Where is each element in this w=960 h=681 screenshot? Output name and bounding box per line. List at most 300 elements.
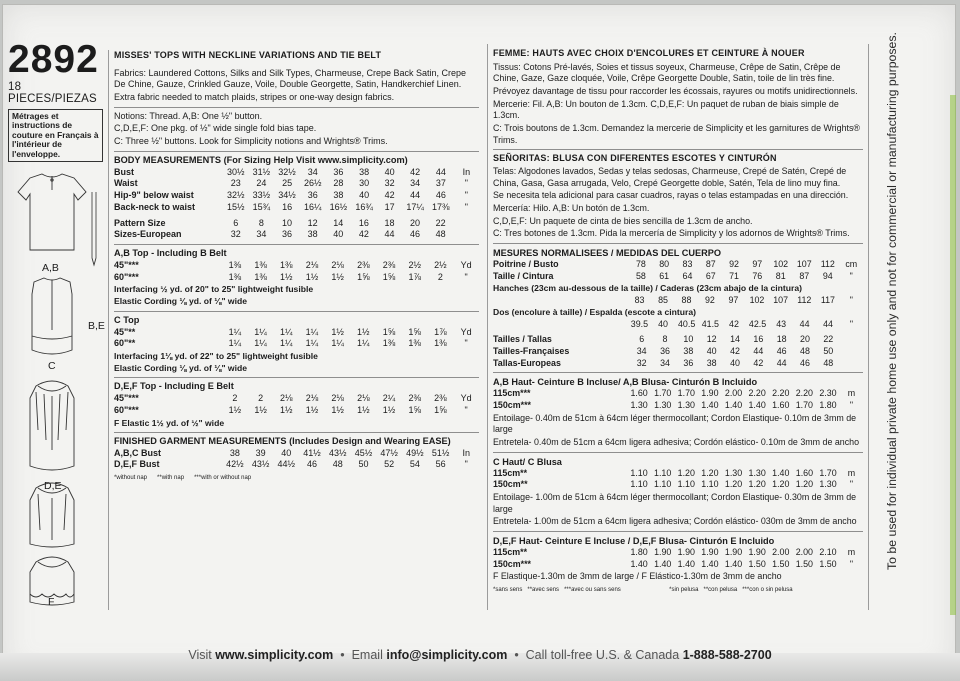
- cell-value: 1½: [382, 404, 396, 415]
- pieces-count: 18 PIECES/PIEZAS: [8, 81, 97, 105]
- c-yardage-table: [114, 327, 479, 350]
- divider: [114, 151, 479, 152]
- french-heading: FEMME: HAUTS AVEC CHOIX D'ENCOLURES ET CEINTURE À NOUER: [493, 48, 805, 58]
- cell-value: 2⅜: [357, 259, 370, 270]
- cell-value: 52: [384, 459, 395, 470]
- fabrics-text: Fabrics: Laundered Cottons, Silks and Silk Types, Charmeuse, Crepe Back Satin, Crepe De Chine, Gauze, Crinkled Gauze, Voile, Double Georgette, Satin, Handkerchief Linen.: [114, 67, 467, 90]
- french-footnotes: [493, 587, 863, 595]
- cell-value: 1.10: [654, 479, 672, 490]
- cell-value: 92: [729, 259, 739, 270]
- cell-value: 1.40: [654, 558, 672, 569]
- unit-cell: Yd: [460, 259, 472, 270]
- unit-cell: [453, 229, 479, 241]
- cell-value: 2.20: [772, 388, 790, 399]
- cell-value: 1.90: [701, 388, 719, 399]
- row-label: 45"**: [114, 326, 136, 337]
- cell-value: 2½: [434, 259, 447, 270]
- cell-value: 1½: [254, 404, 267, 415]
- unit-cell: ": [849, 558, 853, 569]
- unit-cell: Yd: [460, 393, 472, 404]
- cell-value: 107: [773, 294, 789, 305]
- row-label: [493, 319, 628, 331]
- cell-value: 41½: [303, 447, 321, 458]
- unit-cell: ": [849, 270, 853, 281]
- cell-value: 1¼: [279, 338, 293, 349]
- cell-value: 16: [282, 201, 293, 212]
- cell-value: 80: [659, 259, 670, 270]
- cell-value: 2⅜: [408, 393, 421, 404]
- cell-value: 49½: [406, 447, 424, 458]
- fr-c-note-1: Entoilage- 1.00m de 51cm à 64cm léger thermocollant; Cordon Elastique- 0.30m de 3mm de large: [493, 491, 857, 514]
- cell-value: 34: [256, 229, 267, 240]
- merceria-line-3: C: Tres botones de 1.3cm. Pida la mercería de Simplicity y los adornos de Wrights® Trims.: [493, 228, 850, 239]
- cell-value: 1⅜: [280, 259, 293, 270]
- row-label: 115cm**: [493, 546, 528, 557]
- cell-value: 2⅛: [305, 393, 319, 404]
- garment-sketches-svg: [8, 170, 108, 610]
- cell-value: 48: [435, 229, 446, 240]
- row-label: 150cm***: [493, 399, 531, 410]
- cell-value: 42: [729, 318, 739, 329]
- cell-value: 1½: [357, 404, 370, 415]
- def-top-heading: D,E,F Top - Including E Belt: [114, 381, 234, 392]
- table-row: [493, 358, 863, 370]
- cell-value: 44: [753, 345, 764, 356]
- cell-value: 1.30: [654, 399, 672, 410]
- unit-cell: m: [847, 388, 856, 399]
- cell-value: 1.50: [748, 558, 766, 569]
- row-label: 115cm**: [493, 467, 528, 478]
- view-label-c: C: [48, 360, 56, 372]
- row-label: Tailles / Tallas: [493, 334, 552, 345]
- cell-value: 22: [435, 217, 446, 228]
- unit-cell: ": [464, 459, 468, 470]
- mercerie-line-2: C: Trois boutons de 1.3cm. Demandez la mercerie de Simplicity et les garnitures de Wrights® Trims.: [493, 123, 860, 145]
- necesita-text: Se necesita tela adicional para casar cuadros, rayas o telas estampadas en una dirección.: [493, 190, 849, 201]
- unit-cell: [840, 334, 863, 346]
- table-row: [493, 559, 863, 571]
- unit-cell: ": [849, 294, 853, 305]
- mesures-heading: MESURES NORMALISEES / MEDIDAS DEL CUERPO: [493, 248, 722, 259]
- notions-line-1: Notions: Thread. A,B: One ½" button.: [114, 110, 263, 121]
- row-label: Bust: [114, 166, 134, 177]
- divider: [114, 311, 479, 312]
- cell-value: 38: [359, 166, 370, 177]
- cell-value: 1¼: [305, 326, 319, 337]
- cell-value: 23: [230, 178, 241, 189]
- cell-value: 1.10: [701, 479, 719, 490]
- cell-value: 1½: [357, 326, 370, 337]
- telas-text: Telas: Algodones lavados, Sedas y telas sedosas, Charmeuse, Crepé de Satén, Crepé de China, Gasa, Gasa arrugada, Velo, Crepé Georgette doble, Satén, Tela de lino muy fina.: [493, 166, 847, 188]
- cell-value: 38: [706, 357, 717, 368]
- cell-value: 1.40: [724, 399, 743, 410]
- cell-value: 58: [635, 270, 646, 281]
- english-column: [114, 50, 479, 483]
- table-row: [114, 272, 479, 284]
- cell-value: 45½: [354, 447, 373, 458]
- cell-value: 2½: [408, 259, 421, 270]
- cell-value: 1⅝: [357, 271, 370, 282]
- cell-value: 1.40: [630, 558, 648, 569]
- cell-value: 1⅝: [408, 326, 421, 337]
- column-divider-middle: [487, 44, 488, 610]
- unit-cell: [840, 358, 863, 370]
- cell-value: 40: [706, 345, 717, 356]
- ab-yardage-table: [114, 260, 479, 283]
- unit-cell: ": [849, 399, 853, 410]
- row-label: A,B,C Bust: [114, 447, 161, 458]
- footnote: ***con o sin pelusa: [742, 586, 793, 593]
- cell-value: 34: [307, 166, 318, 177]
- cell-value: 1½: [331, 271, 344, 282]
- c-interfacing-note: Interfacing 1⅛ yd. of 22" to 25" lightweight fusible: [114, 350, 318, 361]
- pattern-number: 2892: [8, 38, 99, 81]
- divider: [114, 107, 479, 108]
- row-label: 60"***: [114, 404, 139, 415]
- cell-value: 1.90: [677, 546, 695, 557]
- unit-cell: ": [849, 479, 853, 490]
- french-spanish-column: [493, 48, 863, 595]
- fr-ab-note-1: Entoilage- 0.40m de 51cm à 64cm léger thermocollant; Cordon Elastique- 0.10m de 3mm de large: [493, 412, 857, 435]
- cell-value: 1.30: [677, 399, 695, 410]
- view-label-f: F: [48, 596, 55, 608]
- cell-value: 42: [753, 357, 764, 368]
- bullet-icon: •: [510, 648, 523, 662]
- cell-value: 54: [409, 459, 420, 470]
- cell-value: 40.5: [677, 318, 696, 329]
- cell-value: 83: [682, 259, 693, 270]
- row-label: 115cm***: [493, 388, 531, 399]
- cell-value: 1⅞: [408, 271, 421, 282]
- cell-value: 16: [358, 217, 369, 228]
- footnote: ***with or without nap: [194, 475, 252, 482]
- cell-value: 20: [410, 217, 421, 228]
- cell-value: 42.5: [748, 318, 767, 329]
- cell-value: 1½: [331, 404, 344, 415]
- cell-value: 38: [333, 190, 344, 201]
- fr-ab-heading: A,B Haut- Ceinture B Incluse/ A,B Blusa- Cinturón B Incluido: [493, 377, 758, 388]
- row-label: Pattern Size: [114, 217, 166, 228]
- cell-value: 1⅜: [382, 338, 396, 349]
- column-divider-left: [108, 50, 109, 610]
- dos-table: [493, 319, 863, 331]
- cell-value: 40: [658, 318, 668, 329]
- cell-value: 30: [359, 178, 370, 189]
- f-elastic-note: F Elastic 1½ yd. of ½" wide: [114, 417, 225, 428]
- cell-value: 32½: [226, 190, 245, 201]
- cell-value: 34: [410, 178, 421, 189]
- cell-value: 1.30: [748, 467, 766, 478]
- cell-value: 2¼: [382, 393, 396, 404]
- cell-value: 32: [230, 229, 241, 240]
- cell-value: 42: [358, 229, 369, 240]
- cell-value: 50: [823, 345, 834, 356]
- cell-value: 28: [333, 178, 344, 189]
- cell-value: 64: [682, 270, 693, 281]
- row-label: Poitrine / Busto: [493, 259, 559, 270]
- cell-value: 1⅜: [408, 338, 421, 349]
- view-label-de: D,E: [44, 480, 62, 492]
- unit-cell: ": [849, 318, 853, 329]
- cell-value: 16¾: [355, 201, 373, 212]
- notions-line-3: C: Three ½" buttons. Look for Simplicity notions and Wrights® Trims.: [114, 136, 388, 147]
- cell-value: 44: [384, 229, 395, 240]
- cell-value: 32: [384, 178, 395, 189]
- cell-value: 8: [662, 334, 668, 345]
- table-row: [493, 468, 863, 480]
- cell-value: 50: [358, 459, 369, 470]
- cell-value: 16: [753, 334, 764, 345]
- cell-value: 83: [634, 294, 645, 305]
- cell-value: 39.5: [630, 318, 649, 329]
- cell-value: 1.80: [819, 399, 837, 410]
- cell-value: 44: [435, 166, 446, 177]
- cell-value: 48: [800, 345, 810, 356]
- cell-value: 40: [384, 166, 395, 177]
- finished-measurements-heading: FINISHED GARMENT MEASUREMENTS (Includes Design and Wearing EASE): [114, 435, 451, 446]
- cell-value: 14: [333, 217, 344, 228]
- cell-value: 1½: [305, 404, 319, 415]
- table-row: [114, 459, 479, 471]
- cell-value: 1.10: [677, 479, 695, 490]
- table-row: [493, 334, 863, 346]
- unit-cell: In: [462, 166, 471, 177]
- body-measurements-table: [114, 167, 479, 214]
- cell-value: 1.70: [819, 467, 837, 478]
- c-top-heading: C Top: [114, 314, 140, 325]
- cell-value: 14: [730, 334, 740, 345]
- fr-c-table: [493, 468, 863, 491]
- row-label: D,E,F Bust: [114, 459, 160, 470]
- divider: [114, 377, 479, 378]
- call-label: Call toll-free U.S. & Canada: [525, 648, 680, 662]
- cell-value: 17¼: [406, 201, 424, 212]
- cell-value: 117: [820, 294, 835, 305]
- row-label: 150cm**: [493, 479, 528, 490]
- table-row: [114, 405, 479, 417]
- cell-value: 81: [775, 270, 786, 281]
- cell-value: 112: [820, 259, 835, 270]
- cell-value: 38: [683, 345, 694, 356]
- view-label-be: B,E: [88, 320, 105, 332]
- cell-value: 92: [705, 294, 715, 305]
- spanish-heading: SEÑORITAS: BLUSA CON DIFERENTES ESCOTES Y CINTURÓN: [493, 153, 777, 164]
- unit-cell: [453, 218, 479, 230]
- cell-value: 2⅛: [331, 259, 344, 270]
- green-edge: [950, 95, 956, 615]
- cell-value: 1.70: [795, 399, 813, 410]
- table-row: [493, 295, 863, 307]
- cell-value: 32: [636, 357, 647, 368]
- fr-c-note-2: Entretela- 1.00m de 51cm a 64cm ligera adhesiva; Cordón elástico- 030m de 3mm de ancho: [493, 516, 857, 527]
- cell-value: 1¼: [357, 338, 370, 349]
- row-label: Waist: [114, 178, 138, 189]
- cell-value: 1.90: [748, 546, 766, 557]
- cell-value: 71: [729, 270, 739, 281]
- fr-ab-table: [493, 388, 863, 411]
- cell-value: 46: [410, 229, 421, 240]
- row-label: Tailles-Françaises: [493, 345, 570, 356]
- cell-value: 1⅜: [228, 271, 242, 282]
- cell-value: 10: [282, 217, 293, 228]
- merceria-line-2: C,D,E,F: Un paquete de cinta de bies sencilla de 1.3cm de ancho.: [493, 215, 753, 226]
- cell-value: 40: [281, 447, 292, 458]
- cell-value: 1⅜: [254, 271, 267, 282]
- mercerie-line-1: Mercerie: Fil. A,B: Un bouton de 1.3cm. C,D,E,F: Un paquet de ruban de biais simple de 1.3cm.: [493, 98, 839, 121]
- cell-value: 1.40: [748, 399, 766, 410]
- cell-value: 36: [307, 190, 318, 201]
- divider: [493, 531, 863, 532]
- row-label: Taille / Cintura: [493, 270, 554, 281]
- phone-number[interactable]: 1-888-588-2700: [682, 648, 772, 662]
- unit-cell: ": [464, 178, 468, 189]
- french-instructions-note: Métrages et instructions de couture en Français à l'intérieur de l'enveloppe.: [8, 109, 103, 162]
- english-footnotes: [114, 475, 479, 483]
- cell-value: 2.20: [748, 388, 766, 399]
- cell-value: 1.70: [654, 388, 672, 399]
- cell-value: 1.50: [795, 558, 813, 569]
- table-row: [493, 388, 863, 400]
- cell-value: 1.10: [630, 467, 648, 478]
- table-row: [114, 229, 479, 241]
- tailles-table: [493, 334, 863, 369]
- cell-value: 1¼: [331, 338, 344, 349]
- cell-value: 15½: [226, 201, 245, 212]
- cell-value: 40: [730, 357, 740, 368]
- cell-value: 1⅝: [382, 326, 396, 337]
- footnote: **with nap: [157, 475, 185, 482]
- cell-value: 46: [307, 459, 318, 470]
- cell-value: 46: [435, 190, 446, 201]
- footnote: ***avec ou sans sens: [564, 586, 621, 593]
- cell-value: 2⅛: [280, 393, 293, 404]
- table-row: [114, 448, 479, 460]
- table-row: [114, 178, 479, 190]
- cell-value: 17⅜: [432, 201, 450, 212]
- cell-value: 15¾: [252, 201, 271, 212]
- cell-value: 16¼: [303, 201, 322, 212]
- table-row: [493, 400, 863, 412]
- cell-value: 12: [706, 334, 717, 345]
- cell-value: 1.90: [701, 546, 719, 557]
- table-row: [493, 547, 863, 559]
- row-label: Back-neck to waist: [114, 201, 196, 212]
- cell-value: 46: [776, 345, 787, 356]
- c-elastic-note: Elastic Cording ⅛ yd. of ⅛" wide: [114, 363, 248, 374]
- visit-label: Visit: [188, 648, 212, 662]
- cell-value: 1⅞: [434, 326, 447, 337]
- table-row: [114, 190, 479, 202]
- cell-value: 38: [229, 447, 240, 458]
- unit-cell: m: [847, 546, 856, 557]
- private-use-notice: To be used for individual private home use only and not for commercial or manufacturing purposes.: [885, 32, 899, 570]
- row-label: 150cm***: [493, 558, 531, 569]
- mesures-table: [493, 259, 863, 282]
- cell-value: 67: [705, 270, 716, 281]
- unit-cell: ": [464, 201, 468, 212]
- cell-value: 26½: [303, 178, 322, 189]
- divider: [493, 452, 863, 453]
- email-link[interactable]: info@simplicity.com: [386, 648, 508, 662]
- english-heading: MISSES' TOPS WITH NECKLINE VARIATIONS AND TIE BELT: [114, 50, 382, 60]
- cell-value: 48: [332, 459, 343, 470]
- cell-value: 40: [333, 229, 344, 240]
- cell-value: 94: [822, 270, 833, 281]
- row-label: 45"***: [114, 393, 139, 404]
- cell-value: 1.80: [630, 546, 648, 557]
- notions-line-2: C,D,E,F: One pkg. of ½" wide single fold bias tape.: [114, 123, 317, 134]
- unit-cell: m: [847, 467, 856, 478]
- cell-value: 42: [730, 345, 740, 356]
- dos-label: Dos (encolure à taille) / Espalda (escote a cintura): [493, 307, 696, 318]
- cell-value: 6: [639, 334, 645, 345]
- row-label: [493, 295, 628, 307]
- website-link[interactable]: www.simplicity.com: [215, 648, 334, 662]
- cell-value: 32½: [278, 166, 296, 177]
- cell-value: 46: [800, 357, 810, 368]
- cell-value: 1.50: [819, 558, 837, 569]
- finished-measurements-table: [114, 448, 479, 471]
- table-row: [114, 202, 479, 214]
- footnote: *without nap: [114, 475, 148, 482]
- table-row: [114, 167, 479, 179]
- table-row: [114, 338, 479, 350]
- table-row: [493, 271, 863, 283]
- table-row: [114, 218, 479, 230]
- cell-value: 112: [797, 294, 812, 305]
- cell-value: 12: [307, 217, 318, 228]
- fr-def-note: F Elastique-1.30m de 3mm de large / F Elástico-1.30m de 3mm de ancho: [493, 571, 782, 582]
- cell-value: 44: [799, 318, 810, 329]
- divider: [114, 432, 479, 433]
- cell-value: 2.00: [724, 388, 743, 399]
- divider: [493, 243, 863, 244]
- cell-value: 2: [232, 393, 238, 404]
- cell-value: 1.10: [630, 479, 648, 490]
- unit-cell: ": [464, 190, 468, 201]
- unit-cell: ": [464, 338, 468, 349]
- unit-cell: ": [464, 404, 468, 415]
- cell-value: 39: [255, 447, 266, 458]
- cell-value: 1.20: [701, 467, 719, 478]
- cell-value: 1⅝: [382, 271, 396, 282]
- cell-value: 16½: [329, 201, 348, 212]
- cell-value: 1.50: [772, 558, 790, 569]
- cell-value: 47½: [380, 447, 398, 458]
- table-row: [114, 393, 479, 405]
- cell-value: 36: [683, 357, 694, 368]
- divider: [493, 372, 863, 373]
- cell-value: 34: [636, 345, 647, 356]
- cell-value: 1.90: [724, 546, 743, 557]
- tissus-text: Tissus: Cotons Pré-lavés, Soies et tissus soyeux, Charmeuse, Crêpe de Satin, Crêpe de Chine, Gaze, Gaze cloquée, Voile, Crêpe Georgette Double, Satin, toile de lin très fine.: [493, 61, 841, 84]
- cell-value: 87: [705, 259, 716, 270]
- table-row: [493, 259, 863, 271]
- cell-value: 1.20: [772, 479, 790, 490]
- cell-value: 48: [823, 357, 834, 368]
- cell-value: 42: [410, 166, 421, 177]
- cell-value: 43½: [328, 447, 347, 458]
- hanches-label: Hanches (23cm au-dessous de la taille) / Caderas (23cm abajo de la cintura): [493, 283, 803, 294]
- fr-c-heading: C Haut/ C Blusa: [493, 456, 562, 467]
- cell-value: 85: [658, 294, 668, 305]
- cell-value: 1.20: [677, 467, 695, 478]
- cell-value: 33½: [252, 190, 271, 201]
- def-yardage-table: [114, 393, 479, 416]
- cell-value: 78: [635, 259, 646, 270]
- cell-value: 2: [437, 271, 443, 282]
- cell-value: 88: [681, 294, 692, 305]
